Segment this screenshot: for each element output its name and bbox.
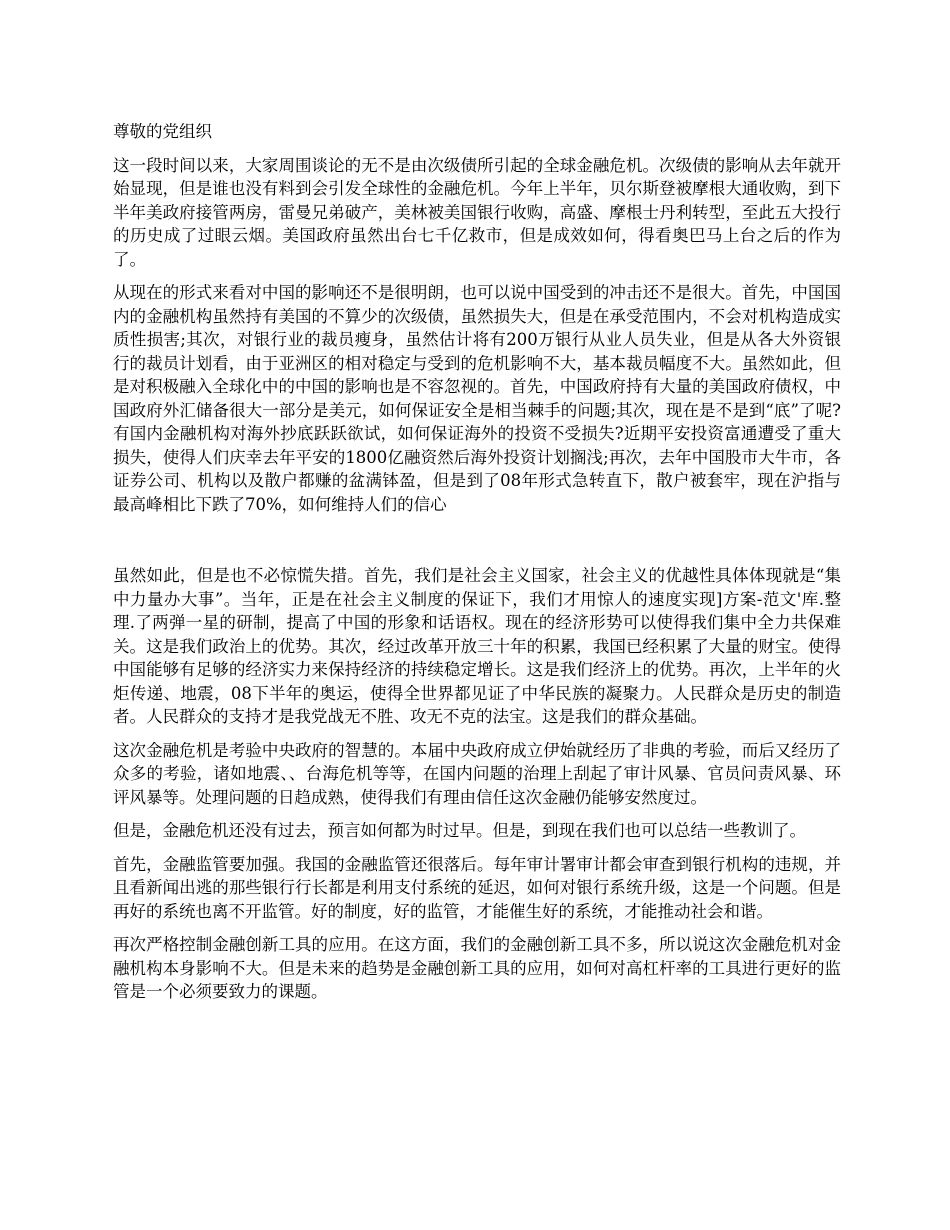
salutation: 尊敬的党组织	[113, 122, 212, 141]
paragraph-financial-crisis-overview: 这一段时间以来，大家周围谈论的无不是由次级债所引起的全球金融危机。次级债的影响从去年就开始显现，但是谁也没有料到会引发全球性的金融危机。今年上半年，贝尔斯登被摩根大通收购，到下半年美政府接管两房，雷曼兄弟破产，美林被美国银行收购，高盛、摩根士丹利转型，至此五大投行的历史成了过眼云烟。美国政府虽然出台七千亿救市，但是成效如何，得看奥巴马上台之后的作为了。	[113, 155, 841, 269]
paragraph-no-panic: 虽然如此，但是也不必惊慌失措。首先，我们是社会主义国家，社会主义的优越性具体体现就是“集中力量办大事”。当年，正是在社会主义制度的保证下，我们才用惊人的速度实现]方案-范文'库.整理.了两弹一星的研制，提高了中国的形象和话语权。现在的经济形势可以使得我们集中全力共保难关。这是我们政治上的优势。其次，经过改革开放三十年的积累，我国已经积累了大量的财宝。使得中国能够有足够的经济实力来保持经济的持续稳定增长。这是我们经济上的优势。再次，上半年的火炬传递、地震，08下半年的奥运，使得全世界都见证了中华民族的凝聚力。人民群众是历史的制造者。人民群众的支持才是我党战无不胜、攻无不克的法宝。这是我们的群众基础。	[113, 566, 841, 726]
paragraph-government-wisdom: 这次金融危机是考验中央政府的智慧的。本届中央政府成立伊始就经历了非典的考验，而后又经历了众多的考验，诸如地震、、台海危机等等，在国内问题的治理上刮起了审计风暴、官员问责风暴、环评风暴等。处理问题的日趋成熟，使得我们有理由信任这次金融仍能够安然度过。	[113, 740, 841, 807]
document-body	[113, 120, 841, 1014]
paragraph-financial-supervision: 首先，金融监管要加强。我国的金融监管还很落后。每年审计署审计都会审查到银行机构的违规，并且看新闻出逃的那些银行行长都是利用支付系统的延迟，如何对银行系统升级，这是一个问题。但是再好的系统也离不开监管。好的制度，好的监管，才能催生好的系统，才能推动社会和谐。	[113, 854, 841, 921]
paragraph-financial-innovation: 再次严格控制金融创新工具的应用。在这方面，我们的金融创新工具不多，所以说这次金融危机对金融机构本身影响不大。但是未来的趋势是金融创新工具的应用，如何对高杠杆率的工具进行更好的监管是一个必须要致力的课题。	[113, 935, 841, 1001]
paragraph-impact-on-china: 从现在的形式来看对中国的影响还不是很明朗，也可以说中国受到的冲击还不是很大。首先，中国国内的金融机构虽然持有美国的不算少的次级债，虽然损失大，但是在承受范围内，不会对机构造成实质性损害;其次，对银行业的裁员瘦身，虽然估计将有200万银行从业人员失业，但是从各大外资银行的裁员计划看，由于亚洲区的相对稳定与受到的危机影响不大，基本裁员幅度不大。虽然如此，但是对积极融入全球化中的中国的影响也是不容忽视的。首先，中国政府持有大量的美国政府债权，中国政府外汇储备很大一部分是美元，如何保证安全是相当棘手的问题;其次，现在是不是到“底”了呢?有国内金融机构对海外抄底跃跃欲试，如何保证海外的投资不受损失?近期平安投资富通遭受了重大损失，使得人们庆幸去年平安的1800亿融资然后海外投资计划搁浅;再次，去年中国股市大牛市，各证券公司、机构以及散户都赚的盆满钵盈，但是到了08年形式急转直下，散户被套牢，现在沪指与最高峰相比下跌了70%，如何维持人们的信心	[113, 283, 841, 514]
paragraph-lessons: 但是，金融危机还没有过去，预言如何都为时过早。但是，到现在我们也可以总结一些教训了。	[113, 821, 806, 840]
